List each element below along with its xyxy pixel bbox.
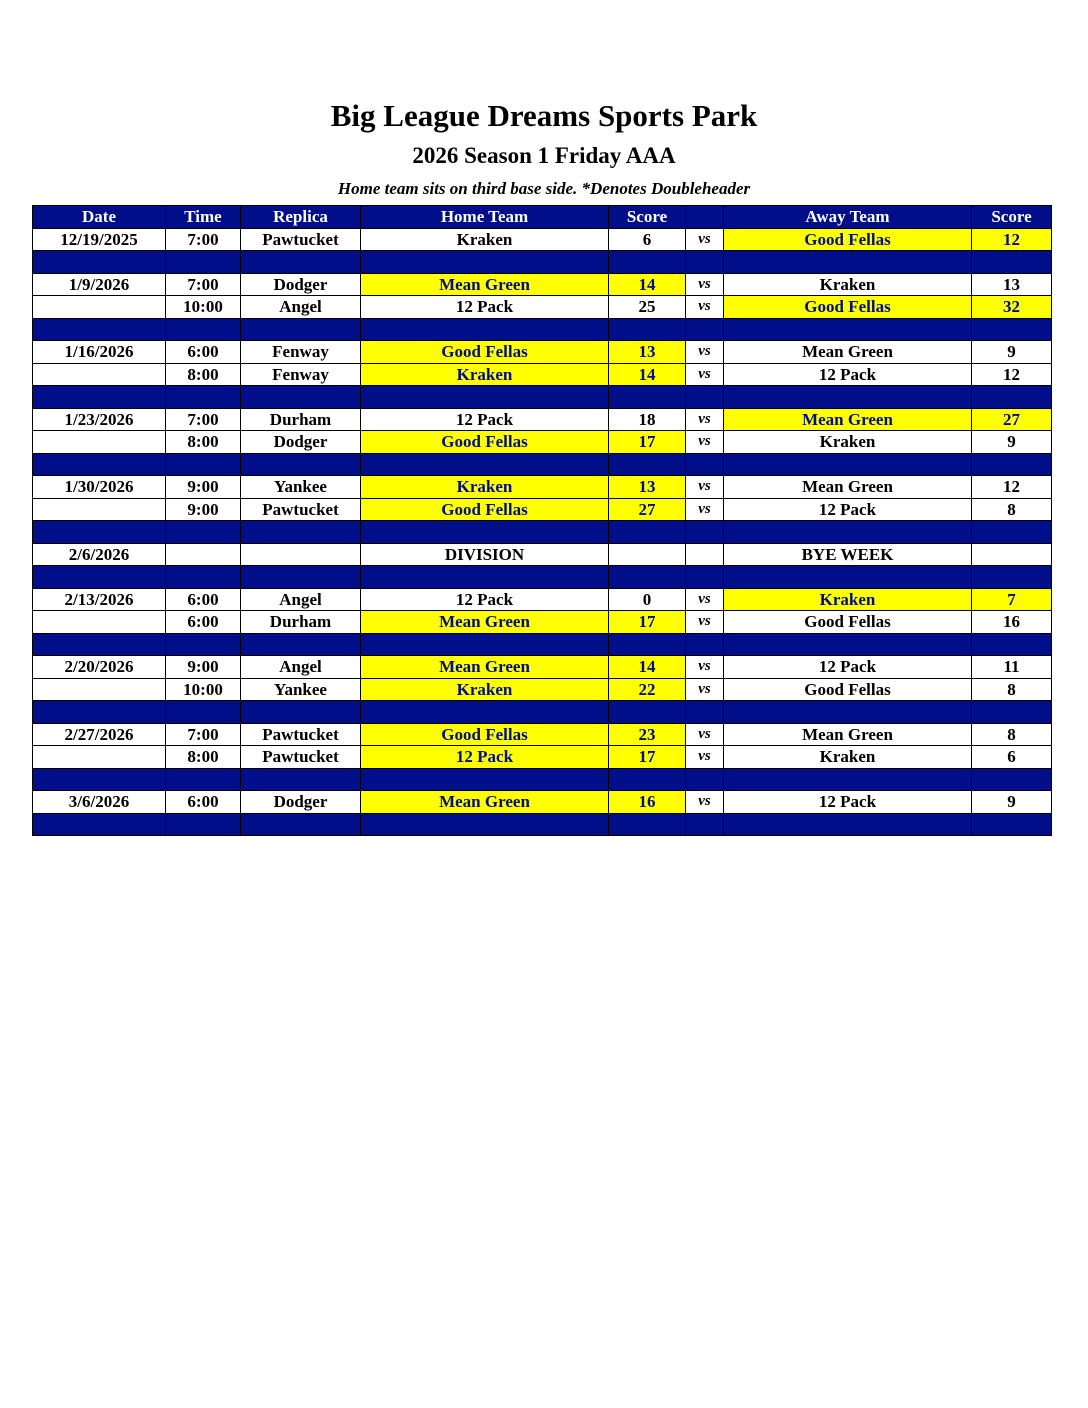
separator-cell bbox=[972, 453, 1052, 476]
separator-cell bbox=[686, 318, 724, 341]
cell-home-team: 12 Pack bbox=[361, 746, 609, 769]
cell-home-score: 17 bbox=[609, 431, 686, 454]
cell-home-team: DIVISION bbox=[361, 543, 609, 566]
separator-cell bbox=[241, 453, 361, 476]
separator-cell bbox=[361, 566, 609, 589]
separator-cell bbox=[686, 813, 724, 836]
separator-cell bbox=[686, 633, 724, 656]
cell-away-team: Mean Green bbox=[724, 476, 972, 499]
cell-away-team: Kraken bbox=[724, 746, 972, 769]
separator-cell bbox=[972, 633, 1052, 656]
cell-away-team: 12 Pack bbox=[724, 498, 972, 521]
separator-cell bbox=[724, 386, 972, 409]
cell-away-team: Kraken bbox=[724, 273, 972, 296]
separator-row bbox=[33, 521, 1052, 544]
separator-cell bbox=[724, 521, 972, 544]
cell-home-score: 22 bbox=[609, 678, 686, 701]
cell-vs: vs bbox=[686, 273, 724, 296]
cell-time: 7:00 bbox=[166, 228, 241, 251]
separator-cell bbox=[972, 318, 1052, 341]
cell-replica: Durham bbox=[241, 408, 361, 431]
separator-cell bbox=[724, 768, 972, 791]
game-row bbox=[33, 791, 1052, 814]
game-row bbox=[33, 228, 1052, 251]
separator-cell bbox=[724, 453, 972, 476]
game-row bbox=[33, 273, 1052, 296]
header-vs bbox=[686, 206, 724, 229]
cell-date bbox=[33, 296, 166, 319]
separator-cell bbox=[972, 521, 1052, 544]
cell-home-team: Mean Green bbox=[361, 273, 609, 296]
separator-row bbox=[33, 701, 1052, 724]
cell-time: 8:00 bbox=[166, 746, 241, 769]
cell-date bbox=[33, 498, 166, 521]
separator-row bbox=[33, 768, 1052, 791]
separator-cell bbox=[361, 633, 609, 656]
game-row bbox=[33, 588, 1052, 611]
separator-cell bbox=[609, 386, 686, 409]
cell-time: 6:00 bbox=[166, 341, 241, 364]
game-row bbox=[33, 678, 1052, 701]
separator-cell bbox=[361, 701, 609, 724]
header-time: Time bbox=[166, 206, 241, 229]
separator-cell bbox=[972, 251, 1052, 274]
cell-home-score bbox=[609, 543, 686, 566]
cell-replica: Yankee bbox=[241, 678, 361, 701]
separator-cell bbox=[609, 251, 686, 274]
game-row bbox=[33, 363, 1052, 386]
separator-cell bbox=[609, 566, 686, 589]
separator-cell bbox=[724, 318, 972, 341]
page-subtitle: 2026 Season 1 Friday AAA bbox=[412, 143, 676, 168]
separator-cell bbox=[33, 251, 166, 274]
cell-replica: Dodger bbox=[241, 791, 361, 814]
header-home-team: Home Team bbox=[361, 206, 609, 229]
separator-cell bbox=[361, 813, 609, 836]
cell-home-score: 27 bbox=[609, 498, 686, 521]
cell-date: 1/9/2026 bbox=[33, 273, 166, 296]
separator-cell bbox=[724, 633, 972, 656]
cell-away-team: Good Fellas bbox=[724, 296, 972, 319]
cell-home-score: 23 bbox=[609, 723, 686, 746]
separator-row bbox=[33, 318, 1052, 341]
game-row bbox=[33, 408, 1052, 431]
cell-vs: vs bbox=[686, 431, 724, 454]
cell-vs: vs bbox=[686, 476, 724, 499]
separator-cell bbox=[166, 768, 241, 791]
cell-home-score: 17 bbox=[609, 611, 686, 634]
cell-away-team: BYE WEEK bbox=[724, 543, 972, 566]
cell-replica: Pawtucket bbox=[241, 723, 361, 746]
cell-away-score: 12 bbox=[972, 228, 1052, 251]
separator-cell bbox=[609, 701, 686, 724]
separator-cell bbox=[241, 701, 361, 724]
cell-home-team: 12 Pack bbox=[361, 296, 609, 319]
separator-cell bbox=[609, 633, 686, 656]
separator-cell bbox=[241, 386, 361, 409]
separator-cell bbox=[166, 633, 241, 656]
cell-date bbox=[33, 363, 166, 386]
separator-cell bbox=[166, 813, 241, 836]
page-title: Big League Dreams Sports Park bbox=[330, 98, 758, 133]
game-row bbox=[33, 723, 1052, 746]
game-row bbox=[33, 746, 1052, 769]
cell-away-score: 9 bbox=[972, 341, 1052, 364]
cell-vs: vs bbox=[686, 296, 724, 319]
game-row bbox=[33, 543, 1052, 566]
cell-home-team: Mean Green bbox=[361, 656, 609, 679]
cell-date bbox=[33, 431, 166, 454]
header-home-score: Score bbox=[609, 206, 686, 229]
separator-cell bbox=[609, 813, 686, 836]
separator-cell bbox=[361, 453, 609, 476]
cell-home-team: Mean Green bbox=[361, 791, 609, 814]
cell-time: 6:00 bbox=[166, 588, 241, 611]
cell-home-score: 14 bbox=[609, 363, 686, 386]
cell-date: 2/20/2026 bbox=[33, 656, 166, 679]
separator-cell bbox=[33, 633, 166, 656]
separator-cell bbox=[361, 251, 609, 274]
cell-home-team: Kraken bbox=[361, 363, 609, 386]
cell-away-team: Good Fellas bbox=[724, 228, 972, 251]
separator-cell bbox=[361, 521, 609, 544]
cell-replica: Yankee bbox=[241, 476, 361, 499]
cell-away-score: 16 bbox=[972, 611, 1052, 634]
cell-away-score: 11 bbox=[972, 656, 1052, 679]
cell-away-team: Good Fellas bbox=[724, 611, 972, 634]
separator-cell bbox=[972, 701, 1052, 724]
game-row bbox=[33, 611, 1052, 634]
cell-replica: Angel bbox=[241, 656, 361, 679]
cell-time: 10:00 bbox=[166, 678, 241, 701]
cell-home-score: 14 bbox=[609, 656, 686, 679]
cell-away-team: Mean Green bbox=[724, 341, 972, 364]
header-date: Date bbox=[33, 206, 166, 229]
separator-cell bbox=[33, 701, 166, 724]
separator-cell bbox=[361, 318, 609, 341]
schedule-table bbox=[32, 205, 1052, 836]
cell-away-score: 9 bbox=[972, 791, 1052, 814]
separator-cell bbox=[686, 521, 724, 544]
separator-cell bbox=[166, 251, 241, 274]
cell-home-team: 12 Pack bbox=[361, 588, 609, 611]
cell-date: 1/30/2026 bbox=[33, 476, 166, 499]
game-row bbox=[33, 498, 1052, 521]
cell-away-team: Mean Green bbox=[724, 408, 972, 431]
separator-row bbox=[33, 251, 1052, 274]
cell-date: 12/19/2025 bbox=[33, 228, 166, 251]
cell-away-score: 32 bbox=[972, 296, 1052, 319]
header-away-score: Score bbox=[972, 206, 1052, 229]
cell-replica: Angel bbox=[241, 588, 361, 611]
cell-home-score: 17 bbox=[609, 746, 686, 769]
cell-away-score: 8 bbox=[972, 678, 1052, 701]
cell-away-team: Kraken bbox=[724, 588, 972, 611]
separator-cell bbox=[686, 701, 724, 724]
cell-replica: Dodger bbox=[241, 431, 361, 454]
cell-home-score: 0 bbox=[609, 588, 686, 611]
cell-vs: vs bbox=[686, 611, 724, 634]
header-replica: Replica bbox=[241, 206, 361, 229]
separator-cell bbox=[166, 566, 241, 589]
separator-cell bbox=[33, 386, 166, 409]
cell-replica: Pawtucket bbox=[241, 746, 361, 769]
separator-cell bbox=[33, 318, 166, 341]
cell-date: 1/16/2026 bbox=[33, 341, 166, 364]
separator-cell bbox=[972, 813, 1052, 836]
separator-cell bbox=[166, 318, 241, 341]
cell-replica: Durham bbox=[241, 611, 361, 634]
separator-cell bbox=[166, 453, 241, 476]
cell-date: 2/13/2026 bbox=[33, 588, 166, 611]
separator-cell bbox=[972, 386, 1052, 409]
separator-cell bbox=[241, 566, 361, 589]
cell-away-team: 12 Pack bbox=[724, 363, 972, 386]
separator-cell bbox=[686, 566, 724, 589]
cell-vs: vs bbox=[686, 498, 724, 521]
cell-home-score: 18 bbox=[609, 408, 686, 431]
separator-cell bbox=[972, 566, 1052, 589]
cell-vs: vs bbox=[686, 791, 724, 814]
separator-cell bbox=[609, 521, 686, 544]
separator-cell bbox=[166, 701, 241, 724]
cell-home-team: Good Fellas bbox=[361, 431, 609, 454]
cell-home-team: Good Fellas bbox=[361, 341, 609, 364]
separator-cell bbox=[33, 453, 166, 476]
cell-away-score: 8 bbox=[972, 498, 1052, 521]
cell-vs bbox=[686, 543, 724, 566]
cell-away-score: 6 bbox=[972, 746, 1052, 769]
separator-row bbox=[33, 813, 1052, 836]
cell-replica: Pawtucket bbox=[241, 498, 361, 521]
cell-away-score: 13 bbox=[972, 273, 1052, 296]
separator-cell bbox=[609, 453, 686, 476]
cell-time: 7:00 bbox=[166, 723, 241, 746]
cell-time: 9:00 bbox=[166, 498, 241, 521]
cell-vs: vs bbox=[686, 341, 724, 364]
separator-cell bbox=[33, 813, 166, 836]
cell-home-team: Good Fellas bbox=[361, 723, 609, 746]
cell-home-score: 13 bbox=[609, 341, 686, 364]
cell-vs: vs bbox=[686, 656, 724, 679]
cell-replica: Fenway bbox=[241, 363, 361, 386]
game-row bbox=[33, 476, 1052, 499]
separator-cell bbox=[241, 768, 361, 791]
cell-time: 10:00 bbox=[166, 296, 241, 319]
separator-cell bbox=[33, 768, 166, 791]
cell-date bbox=[33, 746, 166, 769]
cell-vs: vs bbox=[686, 228, 724, 251]
cell-home-score: 16 bbox=[609, 791, 686, 814]
cell-time: 8:00 bbox=[166, 431, 241, 454]
cell-away-score: 7 bbox=[972, 588, 1052, 611]
cell-replica: Angel bbox=[241, 296, 361, 319]
separator-cell bbox=[166, 386, 241, 409]
cell-away-score: 9 bbox=[972, 431, 1052, 454]
separator-cell bbox=[724, 566, 972, 589]
separator-cell bbox=[241, 521, 361, 544]
cell-home-team: Good Fellas bbox=[361, 498, 609, 521]
cell-vs: vs bbox=[686, 588, 724, 611]
cell-home-score: 6 bbox=[609, 228, 686, 251]
cell-away-score: 12 bbox=[972, 476, 1052, 499]
cell-time: 7:00 bbox=[166, 408, 241, 431]
cell-home-team: Kraken bbox=[361, 228, 609, 251]
separator-cell bbox=[241, 633, 361, 656]
cell-time: 9:00 bbox=[166, 656, 241, 679]
separator-cell bbox=[241, 251, 361, 274]
separator-cell bbox=[609, 768, 686, 791]
separator-cell bbox=[686, 453, 724, 476]
cell-replica bbox=[241, 543, 361, 566]
cell-home-score: 25 bbox=[609, 296, 686, 319]
separator-cell bbox=[686, 768, 724, 791]
cell-replica: Dodger bbox=[241, 273, 361, 296]
schedule-body bbox=[33, 228, 1052, 836]
cell-date: 2/27/2026 bbox=[33, 723, 166, 746]
cell-away-score bbox=[972, 543, 1052, 566]
cell-time: 6:00 bbox=[166, 611, 241, 634]
game-row bbox=[33, 431, 1052, 454]
cell-replica: Fenway bbox=[241, 341, 361, 364]
cell-date bbox=[33, 678, 166, 701]
cell-away-team: Kraken bbox=[724, 431, 972, 454]
separator-cell bbox=[686, 251, 724, 274]
separator-cell bbox=[33, 566, 166, 589]
cell-vs: vs bbox=[686, 678, 724, 701]
cell-vs: vs bbox=[686, 408, 724, 431]
separator-cell bbox=[241, 318, 361, 341]
cell-date: 3/6/2026 bbox=[33, 791, 166, 814]
cell-date: 1/23/2026 bbox=[33, 408, 166, 431]
cell-away-team: 12 Pack bbox=[724, 791, 972, 814]
game-row bbox=[33, 341, 1052, 364]
separator-cell bbox=[609, 318, 686, 341]
cell-replica: Pawtucket bbox=[241, 228, 361, 251]
cell-away-score: 27 bbox=[972, 408, 1052, 431]
cell-time: 7:00 bbox=[166, 273, 241, 296]
separator-cell bbox=[686, 386, 724, 409]
cell-time: 9:00 bbox=[166, 476, 241, 499]
separator-cell bbox=[724, 701, 972, 724]
header-row bbox=[33, 206, 1052, 229]
separator-row bbox=[33, 633, 1052, 656]
cell-away-team: 12 Pack bbox=[724, 656, 972, 679]
separator-cell bbox=[972, 768, 1052, 791]
game-row bbox=[33, 656, 1052, 679]
cell-away-score: 8 bbox=[972, 723, 1052, 746]
cell-date bbox=[33, 611, 166, 634]
cell-home-score: 13 bbox=[609, 476, 686, 499]
cell-vs: vs bbox=[686, 723, 724, 746]
cell-home-team: Kraken bbox=[361, 678, 609, 701]
separator-row bbox=[33, 386, 1052, 409]
cell-home-team: Mean Green bbox=[361, 611, 609, 634]
cell-vs: vs bbox=[686, 363, 724, 386]
separator-cell bbox=[166, 521, 241, 544]
separator-row bbox=[33, 566, 1052, 589]
separator-cell bbox=[361, 386, 609, 409]
cell-date: 2/6/2026 bbox=[33, 543, 166, 566]
cell-away-team: Mean Green bbox=[724, 723, 972, 746]
separator-cell bbox=[724, 251, 972, 274]
cell-home-team: 12 Pack bbox=[361, 408, 609, 431]
cell-home-team: Kraken bbox=[361, 476, 609, 499]
cell-away-score: 12 bbox=[972, 363, 1052, 386]
separator-cell bbox=[724, 813, 972, 836]
cell-home-score: 14 bbox=[609, 273, 686, 296]
cell-vs: vs bbox=[686, 746, 724, 769]
cell-time: 6:00 bbox=[166, 791, 241, 814]
schedule-note: Home team sits on third base side. *Denotes Doubleheader bbox=[337, 179, 751, 198]
header-away-team: Away Team bbox=[724, 206, 972, 229]
separator-cell bbox=[241, 813, 361, 836]
cell-away-team: Good Fellas bbox=[724, 678, 972, 701]
separator-cell bbox=[361, 768, 609, 791]
separator-cell bbox=[33, 521, 166, 544]
separator-row bbox=[33, 453, 1052, 476]
cell-time: 8:00 bbox=[166, 363, 241, 386]
cell-time bbox=[166, 543, 241, 566]
game-row bbox=[33, 296, 1052, 319]
